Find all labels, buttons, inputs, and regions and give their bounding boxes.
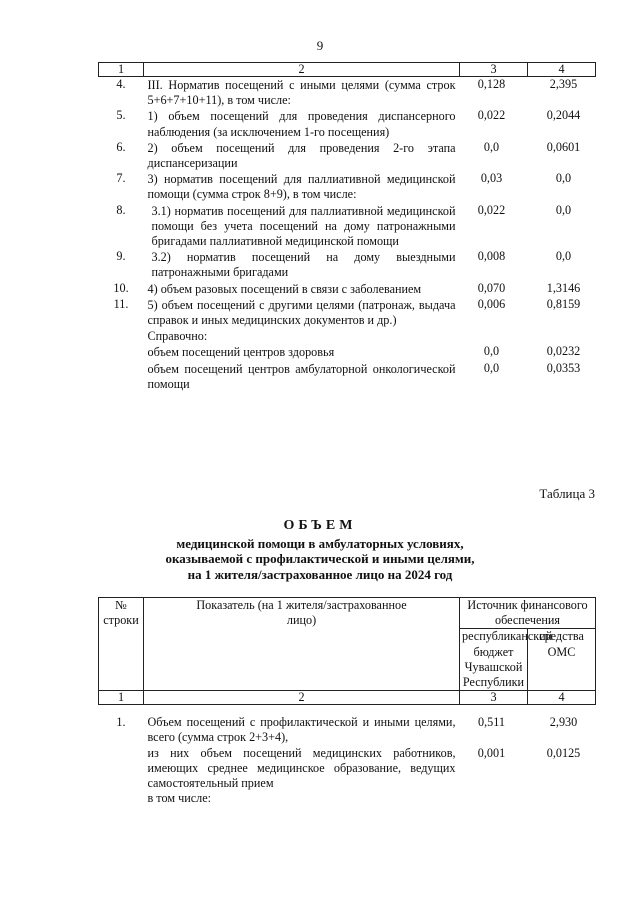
volume-table	[98, 597, 596, 806]
row-text: 4) объем разовых посещений в связи с заболеванием	[147, 281, 422, 296]
row-number: 9.	[116, 249, 126, 264]
oms-value: 0,0	[555, 249, 572, 264]
budget-value	[460, 791, 528, 806]
column-number: 2	[144, 691, 460, 705]
column-number: 1	[99, 691, 144, 705]
reference-row	[99, 361, 596, 392]
budget-value: 0,022	[477, 202, 506, 217]
oms-value: 2,395	[549, 77, 578, 91]
row-text: 3.1) норматив посещений для паллиативной медицинской помощи без учета посещений на дому патронажными бригадами паллиативной медицинской помощи	[151, 203, 456, 249]
budget-value: 0,008	[477, 249, 506, 264]
column-number-row	[99, 691, 596, 705]
column-number: 3	[460, 63, 528, 77]
row-number: 8.	[116, 202, 126, 217]
oms-value: 0,0353	[546, 360, 581, 375]
table-row	[99, 77, 596, 109]
oms-value: 0,2044	[546, 108, 581, 123]
row-text: 5) объем посещений с другими целями (патронаж, выдача справок и иных медицинских документов и др.)	[147, 297, 456, 328]
table-header-row	[99, 598, 596, 629]
document-title	[0, 518, 640, 582]
column-number: 1	[99, 63, 144, 77]
row-text: из них объем посещений медицинских работников, имеющих среднее медицинское образование, ведущих самостоятельный прием	[147, 745, 456, 791]
reference-text: объем посещений центров здоровья	[147, 345, 335, 360]
table-row	[99, 715, 596, 745]
column-number: 4	[528, 63, 596, 77]
oms-value: 0,8159	[546, 296, 581, 311]
indicators-table-continued	[98, 62, 596, 392]
table-row	[99, 249, 596, 280]
row-number: 5.	[116, 108, 126, 123]
table-row	[99, 281, 596, 297]
title-main: ОБЪЕМ	[283, 518, 357, 533]
row-number: 7.	[116, 171, 126, 186]
budget-value: 0,0	[483, 139, 500, 154]
row-text: III. Норматив посещений с иными целями (сумма строк 5+6+7+10+11), в том числе:	[147, 78, 456, 108]
column-number: 2	[144, 63, 460, 77]
budget-value: 0,0	[483, 360, 500, 375]
budget-value: 0,022	[477, 108, 506, 123]
row-number: 6.	[116, 139, 126, 154]
table-row	[99, 108, 596, 139]
column-number: 4	[528, 691, 596, 705]
oms-value: 0,0	[555, 202, 572, 217]
oms-value: 0,0	[555, 171, 572, 186]
row-number: 1.	[116, 715, 126, 730]
title-line: медицинской помощи в амбулаторных условиях,	[176, 535, 464, 551]
reference-text: объем посещений центров амбулаторной онкологической помощи	[147, 361, 456, 391]
row-number: 4.	[116, 77, 126, 91]
table-row	[99, 171, 596, 202]
table-row	[99, 791, 596, 806]
budget-value: 0,511	[478, 715, 505, 730]
header-funding-source: Источник финансового обеспечения	[460, 598, 596, 629]
header-budget: республиканский бюджет Чувашской Республики	[460, 629, 528, 691]
column-number-row	[99, 63, 596, 77]
row-text: 3.2) норматив посещений на дому выездными патронажными бригадами	[151, 250, 456, 280]
row-number	[99, 791, 144, 806]
table-row	[99, 140, 596, 171]
reference-row	[99, 344, 596, 360]
oms-value	[528, 791, 596, 806]
table-row	[99, 746, 596, 792]
row-number	[99, 746, 144, 792]
oms-value: 0,0125	[546, 745, 581, 760]
row-text: 1) объем посещений для проведения диспансерного наблюдения (за исключением 1-го посещения)	[147, 109, 456, 139]
oms-value: 2,930	[549, 715, 578, 730]
oms-value: 0,0601	[546, 139, 581, 154]
row-number: 11.	[113, 296, 129, 311]
title-line: на 1 жителя/застрахованное лицо на 2024 год	[187, 566, 453, 582]
budget-value: 0,070	[477, 280, 506, 295]
oms-value: 1,3146	[546, 280, 581, 295]
page-number: 9	[316, 38, 324, 53]
budget-value: 0,128	[477, 77, 506, 91]
header-oms: средства ОМС	[528, 629, 596, 691]
reference-label: Справочно:	[147, 329, 208, 344]
reference-label-row	[99, 328, 596, 344]
budget-value: 0,0	[483, 344, 500, 359]
table-row	[99, 203, 596, 250]
row-text: в том числе:	[147, 791, 212, 806]
table-row	[99, 297, 596, 328]
column-number: 3	[460, 691, 528, 705]
budget-value: 0,03	[480, 171, 503, 186]
oms-value: 0,0232	[546, 344, 581, 359]
row-text: 2) объем посещений для проведения 2-го этапа диспансеризации	[147, 140, 456, 171]
row-number: 10.	[113, 280, 129, 295]
row-text: 3) норматив посещений для паллиативной медицинской помощи (сумма строк 8+9), в том числе:	[147, 172, 456, 202]
header-row-number: № строки	[99, 598, 144, 691]
row-text: Объем посещений с профилактической и иными целями, всего (сумма строк 2+3+4),	[147, 715, 456, 745]
budget-value: 0,001	[477, 745, 506, 760]
budget-value: 0,006	[477, 296, 506, 311]
title-line: оказываемой с профилактической и иными целями,	[165, 551, 475, 566]
table-caption: Таблица 3	[539, 486, 595, 501]
header-indicator: Показатель (на 1 жителя/застрахованное лицо)	[144, 598, 460, 691]
